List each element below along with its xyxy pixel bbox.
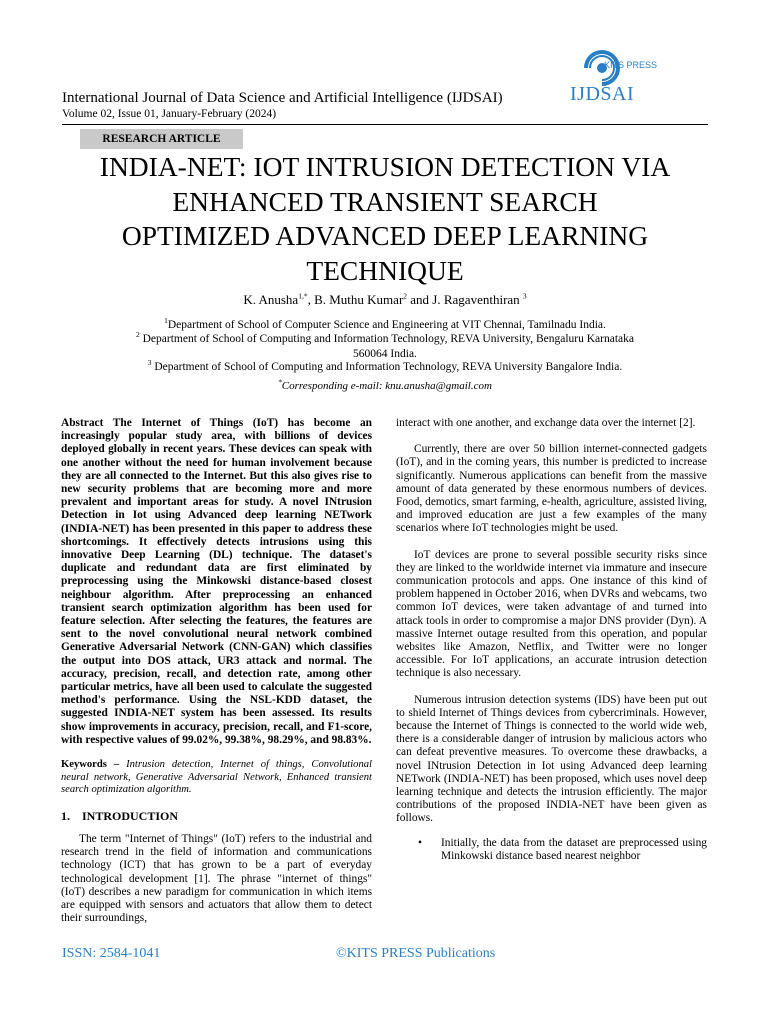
paper-title [40, 150, 730, 288]
list-item-text: Initially, the data from the dataset are preprocessed using Minkowski distance based nearest neighbor [441, 836, 707, 862]
author-name: and J. Ragaventhiran [407, 292, 523, 307]
email-text: Corresponding e-mail: knu.anusha@gmail.com [281, 380, 492, 392]
section-title: INTRODUCTION [82, 808, 179, 823]
footer-publisher: ©KITS PRESS Publications [336, 946, 496, 961]
left-column [61, 417, 372, 925]
title-line: INDIA-NET: IOT INTRUSION DETECTION VIA [99, 151, 671, 182]
affiliation-superscript: 3 [147, 358, 152, 368]
title-line: OPTIMIZED ADVANCED DEEP LEARNING [121, 220, 649, 251]
paragraph: The term "Internet of Things" (IoT) refers to the industrial and research trend in the field of information and communications technology (ICT) that has grown to be a part of everyday technological development [1]. The phrase "internet of things" (IoT) describes a new paradigm for communication in which items are equipped with sensors and actuators that allow them to detect their surroundings, [61, 833, 372, 925]
affiliation-superscript: 2 [136, 330, 140, 340]
title-line: TECHNIQUE [306, 254, 464, 286]
paragraph: Numerous intrusion detection systems (IDS) have been put out to shield Internet of Things devices from cybercriminals. However, because the Internet of Things is connected to the world wide web, there is a considerable danger of intrusion by malicious actors who can defeat preventive measures. To overcome these drawbacks, a novel INtrusion Detection in Iot using Advanced deep learning NETwork (INDIA-NET) has been proposed, which uses novel deep learning technique and detects the intrusion efficiently. The major contributions of the proposed INDIA-NET have been given as follows. [396, 693, 707, 825]
journal-volume: Volume 02, Issue 01, January-February (2024) [62, 108, 277, 120]
author-superscript: 1,* [298, 291, 308, 301]
journal-logo-text: IJDSAI [570, 83, 635, 105]
bullet-icon: • [418, 836, 422, 849]
journal-name: International Journal of Data Science and Artificial Intelligence (IJDSAI) [62, 90, 503, 106]
contribution-list [396, 837, 707, 863]
keywords-text: Intrusion detection, Internet of things, Convolutional neural network, Generative Adversarial Network, Enhanced transient search optimization algorithm. [61, 759, 372, 796]
affiliation-superscript: 1 [164, 316, 168, 326]
corresponding-email [40, 377, 730, 392]
author-name: K. Anusha [243, 292, 299, 307]
right-column [396, 417, 707, 863]
author-superscript: 2 [403, 291, 408, 301]
affiliation-text: Department of School of Computing and Information Technology, REVA University Bangalore India. [151, 361, 623, 373]
abstract: Abstract The Internet of Things (IoT) has become an increasingly popular study area, with billions of devices deployed globally in recent years. These devices can speak with one another without the need for human involvement because they are all connected to the Internet. But this also gives rise to new security problems that are becoming more and more prevalent and important areas for study. A novel INtrusion Detection in Iot using Advanced deep learning NETwork (INDIA-NET) has been presented in this paper to address these shortcomings. It effectively detects intrusions using this innovative Deep Learning (DL) technique. The dataset's duplicate and redundant data are first eliminated by preprocessing using the Minkowski distance-based closest neighbour algorithm. After preprocessing an enhanced transient search optimization algorithm has been used for feature selection. After selecting the features, the features are sent to the novel convolutional neural network combined Generative Adversarial Network (CNN-GAN) which classifies the output into DOS attack, UR3 attack and normal. The accuracy, precision, recall, and detection rate, among other particular metrics, have all been used to calculate the suggested method's performance. Using the NSL-KDD dataset, the suggested INDIA-NET system has been assessed. Its results show improvements in accuracy, precision, recall, and F1-score, with respective values of 99.02%, 99.38%, 98.29%, and 98.83%. [61, 417, 372, 746]
logo-small-text: KITS PRESS [604, 60, 658, 70]
affiliation-3 [120, 360, 650, 375]
keywords-label: Keywords – [61, 759, 120, 771]
affiliation-text: Department of School of Computing and Information Technology, REVA University, Bengaluru Karnataka 560064 India. [139, 333, 634, 360]
title-line: ENHANCED TRANSIENT SEARCH [172, 185, 598, 217]
list-item [396, 837, 707, 863]
paragraph: IoT devices are prone to several possible security risks since they are linked to the worldwide internet via immature and insecure communication protocols and apps. One instance of this kind of problem happened in October 2016, when DVRs and webcams, two common IoT devices, were taken advantage of and turned into attack tools in order to compromise a major DNS provider (Dyn). A massive Internet outage resulted from this operation, and popular websites like Amazon, Netflix, and Twitter were no longer accessible. For IoT applications, an accurate intrusion detection technique is also necessary. [396, 548, 707, 680]
article-type-badge: RESEARCH ARTICLE [80, 129, 243, 149]
author-name: , B. Muthu Kumar [307, 292, 404, 307]
author-list [40, 292, 730, 308]
header-divider [62, 124, 708, 125]
author-superscript: 3 [522, 291, 527, 301]
section-heading-introduction [61, 810, 372, 823]
affiliation-text: Department of School of Computer Science and Engineering at VIT Chennai, Tamilnadu India. [167, 319, 606, 331]
paragraph-continuation: interact with one another, and exchange data over the internet [2]. [396, 417, 696, 429]
affiliation-1 [120, 318, 650, 333]
affiliation-2 [120, 332, 650, 362]
email-superscript: * [278, 377, 282, 387]
footer-issn: ISSN: 2584-1041 [62, 946, 161, 961]
keywords [61, 759, 372, 797]
section-number: 1. [61, 808, 70, 823]
paragraph: Currently, there are over 50 billion internet-connected gadgets (IoT), and in the coming years, this number is predicted to increase significantly. Numerous applications can benefit from the massive amount of data generated by these enormous numbers of devices. Food, demotics, smart farming, e-health, agriculture, assisted living, and improved education are just a few examples of the many scenarios where IoT technologies might be used. [396, 443, 707, 535]
